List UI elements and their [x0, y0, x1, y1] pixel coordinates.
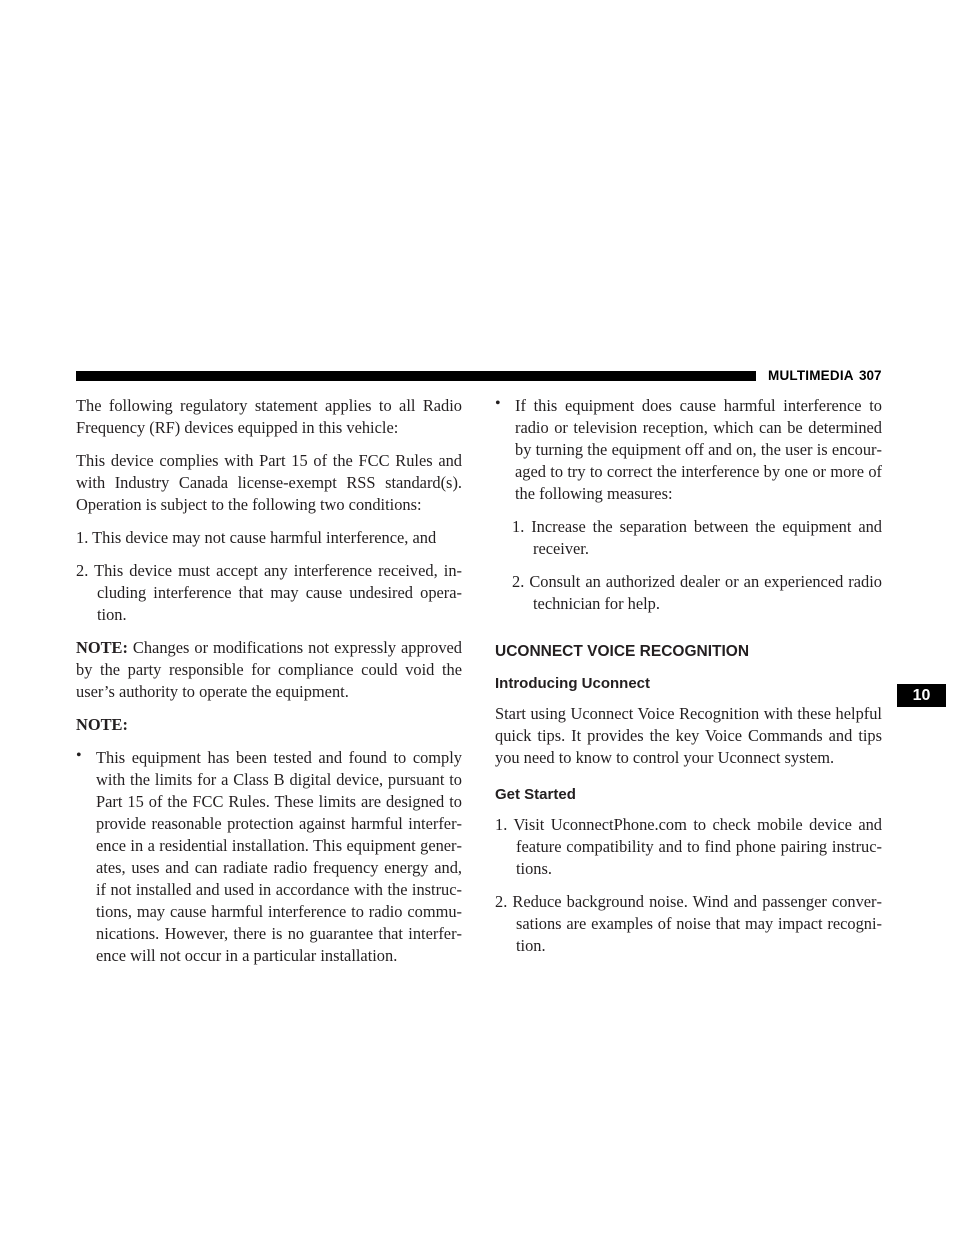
- list-text: Increase the separation between the equipment and receiver.: [531, 517, 882, 558]
- list-text: Visit UconnectPhone.com to check mobile device and feature compatibility and to find phone pairing instructions.: [513, 815, 882, 878]
- bullet-icon: •: [495, 395, 501, 412]
- left-column: [76, 395, 462, 967]
- list-item: [495, 571, 882, 615]
- subheading: Introducing Uconnect: [495, 675, 650, 692]
- page-number: 307: [859, 368, 882, 383]
- list-number: 2.: [76, 561, 89, 580]
- paragraph-intro: Start using Uconnect Voice Recognition with these helpful quick tips. It provides the key Voice Commands and tips you need to know to control your Uconnect system.: [495, 704, 882, 767]
- bullet-item: [76, 747, 462, 967]
- right-column: [495, 395, 882, 968]
- list-number: 2.: [495, 892, 508, 911]
- list-item: [76, 527, 462, 549]
- note-text: Changes or modifications not expressly approved by the party responsible for compliance could void the user’s authority to operate the equipment.: [76, 638, 462, 701]
- paragraph-fcc: This device complies with Part 15 of the FCC Rules and with Industry Canada license-exempt RSS standard(s). Operation is subject to the following two conditions:: [76, 451, 462, 514]
- list-text: This device must accept any interference received, including interference that may cause undesired operation.: [94, 561, 462, 624]
- bullet-text: If this equipment does cause harmful interference to radio or television reception, which can be determined by turning the equipment off and on, the user is encouraged to try to correct the interference by one or more of the following measures:: [515, 396, 882, 503]
- list-item: [495, 891, 882, 957]
- note-label: NOTE:: [76, 638, 128, 657]
- bullet-text: This equipment has been tested and found to comply with the limits for a Class B digital device, pursuant to Part 15 of the FCC Rules. These limits are designed to provide reasonable protection against harmful interference in a residential installation. This equipment generates, uses and can radiate radio frequency energy and, if not installed and used in accordance with the instructions, may cause harmful interference to radio communications. However, there is no guarantee that interference will not occur in a particular installation.: [96, 748, 462, 965]
- list-number: 2.: [512, 572, 525, 591]
- list-number: 1.: [76, 528, 89, 547]
- list-text: This device may not cause harmful interference, and: [92, 528, 437, 547]
- header-rule: [76, 371, 756, 381]
- list-text: Consult an authorized dealer or an experienced radio technician for help.: [529, 572, 882, 613]
- list-item: [76, 560, 462, 626]
- bullet-item: [495, 395, 882, 505]
- list-item: [495, 814, 882, 880]
- list-item: [495, 516, 882, 560]
- list-text: Reduce background noise. Wind and passenger conversations are examples of noise that may impact recognition.: [512, 892, 882, 955]
- chapter-tab: 10: [897, 684, 946, 707]
- note-label: NOTE:: [76, 715, 128, 734]
- list-number: 1.: [495, 815, 508, 834]
- paragraph-regulatory: The following regulatory statement applies to all Radio Frequency (RF) devices equipped in this vehicle:: [76, 396, 462, 437]
- section-heading: UCONNECT VOICE RECOGNITION: [495, 643, 750, 660]
- section-title: MULTIMEDIA: [768, 368, 854, 383]
- note-paragraph: [76, 637, 462, 703]
- bullet-icon: •: [76, 747, 82, 764]
- list-number: 1.: [512, 517, 525, 536]
- subheading: Get Started: [495, 786, 576, 803]
